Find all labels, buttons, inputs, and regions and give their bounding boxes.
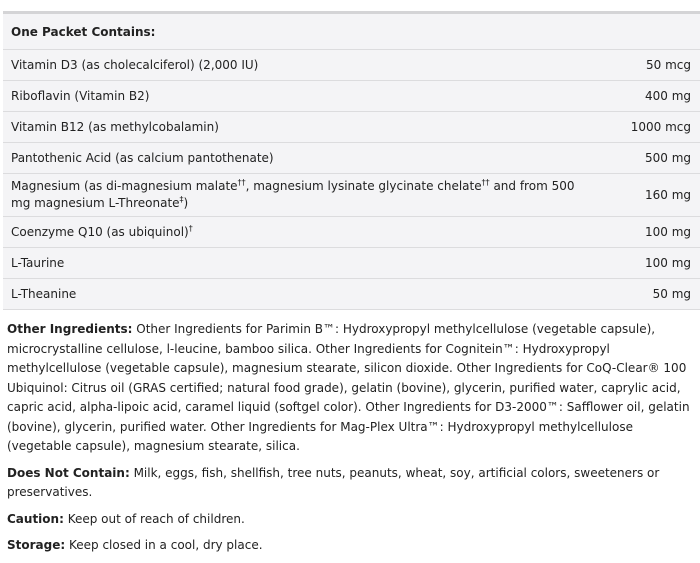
ingredient-name [11, 224, 193, 241]
does-not-contain-text: Milk, eggs, fish, shellfish, tree nuts, peanuts, wheat, soy, artificial colors, sweeteners or preservatives. [7, 465, 660, 499]
ingredient-name-part: , magnesium lysinate glycinate chelate [245, 179, 482, 193]
storage-note [7, 536, 697, 556]
ingredient-name-part: and from 500 mg magnesium L-Threonate [11, 179, 575, 210]
ingredient-name-part: Magnesium (as di-magnesium malate [11, 179, 238, 193]
caution-label: Caution: [7, 511, 64, 526]
ingredient-amount: 50 mg [652, 287, 691, 301]
table-row [3, 112, 700, 143]
other-ingredients-label: Other Ingredients: [7, 322, 133, 336]
table-row [3, 143, 700, 174]
table-header-label: One Packet Contains: [11, 24, 156, 39]
storage-label: Storage: [7, 538, 66, 552]
table-row [3, 50, 700, 81]
other-ingredients-note [7, 320, 697, 457]
ingredient-name: Vitamin D3 (as cholecalciferol) (2,000 IU) [11, 57, 259, 72]
ingredient-amount: 400 mg [644, 89, 691, 103]
footnote-mark: † [188, 223, 193, 233]
table-row [3, 248, 700, 279]
caution-note [7, 510, 697, 530]
ingredient-amount: 500 mg [644, 151, 691, 165]
ingredient-name-part: ) [183, 196, 189, 210]
table-row [3, 81, 700, 112]
ingredient-amount: 50 mcg [646, 58, 691, 72]
ingredient-name: Riboflavin (Vitamin B2) [11, 88, 150, 103]
caution-text: Keep out of reach of children. [63, 511, 245, 526]
other-ingredients-text: Other Ingredients for Parimin B™: Hydroxypropyl methylcellulose (vegetable capsule), microcrystalline cellulose, l-leucine, bamboo silica. Other Ingredients for Cognitein™: Hydroxypropyl methylcellulose (vegetable capsule), magnesium stearate, silicon dioxide. Other Ingredients for CoQ-Clear® 100 Ubiquinol: Citrus oil (GRAS certified; natural food grade), gelatin (bovine), glycerin, purified water, caprylic acid, capric acid, alpha-lipoic acid, caramel liquid (softgel color). Other Ingredients for D3-2000™: Safflower oil, gelatin (bovine), glycerin, purified water. Other Ingredients for Mag-Plex Ultra™: Hydroxypropyl methylcellulose (vegetable capsule), magnesium stearate, silica. [7, 322, 690, 453]
ingredient-amount: 160 mg [644, 188, 691, 202]
ingredient-amount: 100 mg [644, 225, 691, 239]
table-row [3, 279, 700, 310]
footnote-mark: †† [237, 178, 246, 187]
table-row [3, 217, 700, 248]
does-not-contain-label: Does Not Contain: [7, 465, 130, 480]
product-notes [7, 320, 697, 563]
footnote-mark: †† [481, 178, 490, 187]
table-header [3, 14, 700, 50]
footnote-mark: ‡ [179, 195, 184, 204]
does-not-contain-note [7, 464, 697, 503]
ingredient-name-part: Coenzyme Q10 (as ubiquinol) [11, 224, 189, 239]
ingredient-name: Vitamin B12 (as methylcobalamin) [11, 119, 219, 134]
ingredient-amount: 100 mg [644, 256, 691, 270]
supplement-facts-table [3, 11, 700, 310]
ingredient-name [11, 178, 596, 212]
ingredient-name: L-Theanine [11, 286, 77, 301]
table-row [3, 174, 700, 217]
ingredient-amount: 1000 mcg [630, 120, 691, 134]
storage-text: Keep closed in a cool, dry place. [65, 538, 263, 552]
ingredient-name: Pantothenic Acid (as calcium pantothenate) [11, 150, 274, 165]
ingredient-name: L-Taurine [11, 255, 65, 270]
